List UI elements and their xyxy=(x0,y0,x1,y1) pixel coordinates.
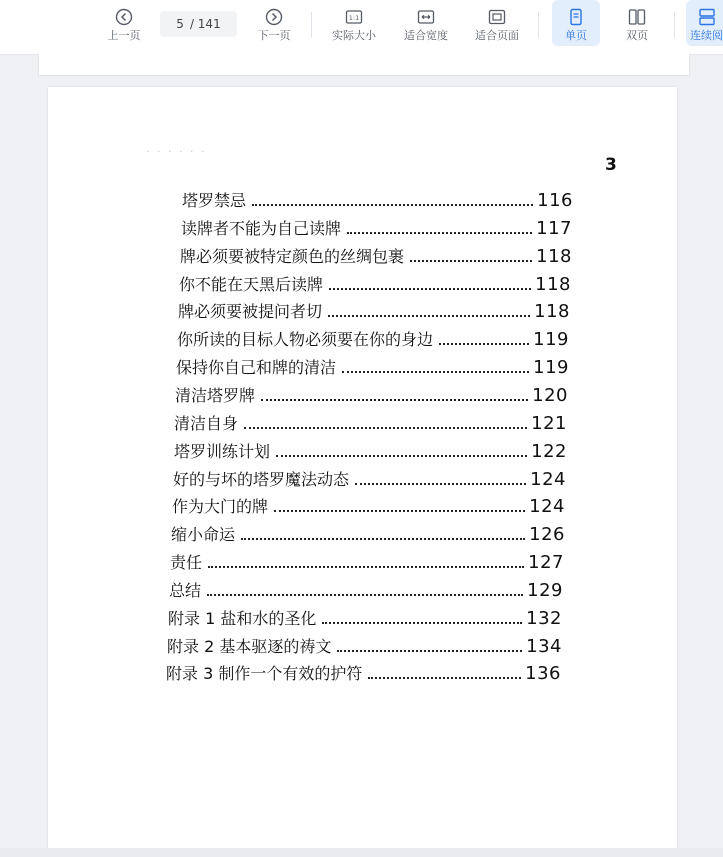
toc-entry-page: 118 xyxy=(534,301,570,322)
toc-entry[interactable] xyxy=(167,633,562,657)
toc-entry-title: 责任 xyxy=(170,553,203,572)
toc-entry-page: 136 xyxy=(525,663,561,684)
toc-entry-title: 塔罗禁忌 xyxy=(182,191,247,210)
toc-entry-title: 清洁塔罗牌 xyxy=(175,386,256,405)
toc-leader-dots xyxy=(329,288,531,290)
toc-entry-title: 保持你自己和牌的清洁 xyxy=(176,358,337,377)
toolbar-divider xyxy=(674,12,675,38)
toc-leader-dots xyxy=(208,566,524,568)
toolbar-divider xyxy=(538,12,539,38)
prev-page-button[interactable] xyxy=(102,6,146,48)
toc-leader-dots xyxy=(355,483,526,485)
toc-entry-page: 124 xyxy=(529,496,565,517)
chevron-right-circle-icon xyxy=(265,8,283,26)
prev-page-label: 上一页 xyxy=(107,29,141,42)
toc-entry-title: 你不能在天黑后读牌 xyxy=(179,275,324,294)
single-page-label: 单页 xyxy=(565,29,587,42)
fit-page-icon xyxy=(488,8,506,26)
toc-entry-title: 清洁自身 xyxy=(174,414,239,433)
toc-leader-dots xyxy=(410,260,532,262)
toc-leader-dots xyxy=(244,427,527,429)
document-page xyxy=(48,87,677,857)
actual-size-button[interactable] xyxy=(326,6,382,48)
toc-leader-dots xyxy=(328,315,530,317)
toc-entry-page: 118 xyxy=(535,274,571,295)
current-page-input[interactable]: 5 xyxy=(176,17,184,31)
toc-entry[interactable] xyxy=(173,466,566,490)
bottom-strip xyxy=(0,848,723,857)
fit-page-label: 适合页面 xyxy=(475,29,519,42)
toc-entry-title: 好的与坏的塔罗魔法动态 xyxy=(173,470,350,489)
fit-width-button[interactable] xyxy=(398,6,454,48)
toc-entry-page: 122 xyxy=(531,441,567,462)
toc-entry-page: 120 xyxy=(532,385,568,406)
fit-width-icon xyxy=(417,8,435,26)
toc-entry-title: 塔罗训练计划 xyxy=(174,442,271,461)
toc-entry-page: 126 xyxy=(529,524,565,545)
toc-entry[interactable] xyxy=(180,243,572,267)
toc-leader-dots xyxy=(207,594,523,596)
toc-leader-dots xyxy=(276,455,527,457)
fit-page-button[interactable] xyxy=(469,6,525,48)
toc-entry[interactable] xyxy=(171,521,565,545)
toc-entry[interactable] xyxy=(177,326,569,350)
toc-leader-dots xyxy=(439,343,529,345)
toc-entry[interactable] xyxy=(174,410,567,434)
toc-entry-title: 读牌者不能为自己读牌 xyxy=(181,219,342,238)
toc-leader-dots xyxy=(337,650,522,652)
continuous-scroll-icon xyxy=(698,8,716,26)
toc-entry-page: 119 xyxy=(533,329,569,350)
double-page-button[interactable] xyxy=(613,6,661,48)
toc-leader-dots xyxy=(241,538,525,540)
toc-leader-dots xyxy=(347,232,532,234)
fit-width-label: 适合宽度 xyxy=(404,29,448,42)
toc-entry[interactable] xyxy=(175,382,568,406)
toc-entry[interactable] xyxy=(182,187,573,211)
toc-entry[interactable] xyxy=(168,605,562,629)
continuous-read-label: 连续阅 xyxy=(690,29,723,42)
previous-page-edge xyxy=(38,54,690,76)
toc-leader-dots xyxy=(322,622,522,624)
svg-text:1:1: 1:1 xyxy=(348,14,360,22)
toc-entry[interactable] xyxy=(178,298,570,322)
toc-leader-dots xyxy=(274,510,525,512)
toc-entry-page: 121 xyxy=(531,413,567,434)
toc-entry-title: 牌必须要被提问者切 xyxy=(178,302,323,321)
double-page-label: 双页 xyxy=(626,29,648,42)
actual-size-label: 实际大小 xyxy=(332,29,376,42)
toc-leader-dots xyxy=(342,371,529,373)
page-indicator[interactable] xyxy=(160,11,237,37)
toc-entry[interactable] xyxy=(179,271,571,295)
toc-leader-dots xyxy=(368,677,521,679)
toc-entry[interactable] xyxy=(170,549,564,573)
toc-entry-title: 附录 1 盐和水的圣化 xyxy=(168,609,317,628)
toc-entry-page: 118 xyxy=(536,246,572,267)
toc-entry-page: 132 xyxy=(526,608,562,629)
chevron-left-circle-icon xyxy=(115,8,133,26)
total-pages: / 141 xyxy=(189,17,221,31)
toc-entry-title: 缩小命运 xyxy=(171,525,236,544)
toc-entry[interactable] xyxy=(169,577,563,601)
next-page-label: 下一页 xyxy=(257,29,291,42)
single-page-icon xyxy=(567,8,585,26)
toc-entry-page: 117 xyxy=(536,218,572,239)
actual-size-icon xyxy=(345,8,363,26)
faint-running-header: · · · · · · xyxy=(146,145,207,158)
toc-entry-page: 119 xyxy=(533,357,569,378)
toc-entry-page: 129 xyxy=(527,580,563,601)
toc-entry-title: 牌必须要被特定颜色的丝绸包裹 xyxy=(180,247,405,266)
toc-entry[interactable] xyxy=(181,215,572,239)
toc-leader-dots xyxy=(261,399,528,401)
single-page-button[interactable] xyxy=(552,0,600,46)
next-page-button[interactable] xyxy=(252,6,296,48)
toc-entry-title: 你所读的目标人物必须要在你的身边 xyxy=(177,330,434,349)
toc-entry[interactable] xyxy=(166,660,561,684)
page-number: 3 xyxy=(605,155,617,175)
viewer-toolbar xyxy=(0,0,723,55)
toc-entry-page: 127 xyxy=(528,552,564,573)
toc-entry-title: 总结 xyxy=(169,581,202,600)
toc-entry-title: 附录 2 基本驱逐的祷文 xyxy=(167,637,332,656)
continuous-read-button[interactable] xyxy=(686,0,723,46)
toc-entry-page: 116 xyxy=(537,190,573,211)
toc-entry-page: 124 xyxy=(530,469,566,490)
toc-entry[interactable] xyxy=(172,493,565,517)
toc-entry-title: 作为大门的牌 xyxy=(172,497,269,516)
toc-leader-dots xyxy=(252,204,533,206)
toc-entry-page: 134 xyxy=(526,636,562,657)
toolbar-divider xyxy=(311,12,312,38)
toc-entry-title: 附录 3 制作一个有效的护符 xyxy=(166,664,363,683)
double-page-icon xyxy=(628,8,646,26)
toc-entry[interactable] xyxy=(174,438,567,462)
toc-entry[interactable] xyxy=(176,354,569,378)
